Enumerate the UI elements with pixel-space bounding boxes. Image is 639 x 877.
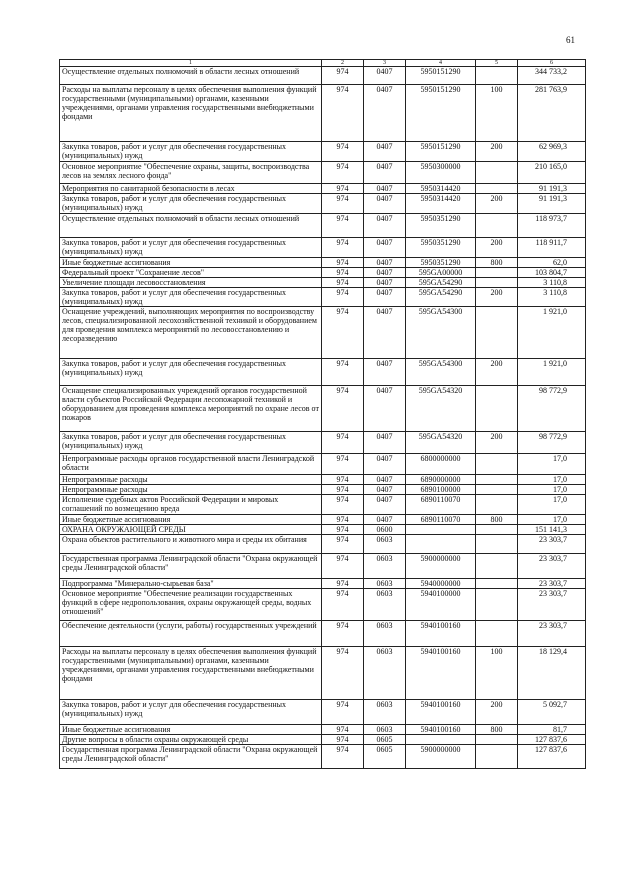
cell-target-code xyxy=(406,735,476,745)
cell-expense-type: 800 xyxy=(476,515,518,525)
cell-target-code: 5940100160 xyxy=(406,700,476,725)
cell-name: Закупка товаров, работ и услуг для обеспечения государственных (муниципальных) нужд xyxy=(60,432,322,454)
cell-expense-type xyxy=(476,621,518,647)
cell-name: Иные бюджетные ассигнования xyxy=(60,258,322,268)
table-row xyxy=(60,589,586,621)
cell-section-code: 0407 xyxy=(364,142,406,162)
cell-ministry-code: 974 xyxy=(322,85,364,142)
cell-name: Исполнение судебных актов Российской Федерации и мировых соглашений по возмещению вреда xyxy=(60,495,322,515)
cell-ministry-code: 974 xyxy=(322,258,364,268)
cell-amount: 23 303,7 xyxy=(518,589,586,621)
cell-ministry-code: 974 xyxy=(322,278,364,288)
cell-expense-type xyxy=(476,554,518,579)
cell-name: ОХРАНА ОКРУЖАЮЩЕЙ СРЕДЫ xyxy=(60,525,322,535)
cell-amount: 98 772,9 xyxy=(518,386,586,432)
table-row xyxy=(60,554,586,579)
cell-section-code: 0407 xyxy=(364,432,406,454)
cell-amount: 151 141,3 xyxy=(518,525,586,535)
cell-ministry-code: 974 xyxy=(322,475,364,485)
table-row xyxy=(60,359,586,386)
column-number: 4 xyxy=(406,60,476,67)
cell-section-code: 0407 xyxy=(364,268,406,278)
cell-amount: 81,7 xyxy=(518,725,586,735)
cell-target-code: 6890000000 xyxy=(406,475,476,485)
cell-amount: 210 165,0 xyxy=(518,162,586,184)
cell-amount: 127 837,6 xyxy=(518,745,586,769)
cell-ministry-code: 974 xyxy=(322,268,364,278)
cell-section-code: 0407 xyxy=(364,258,406,268)
cell-expense-type xyxy=(476,214,518,238)
cell-amount: 17,0 xyxy=(518,495,586,515)
cell-section-code: 0407 xyxy=(364,485,406,495)
column-number: 3 xyxy=(364,60,406,67)
table-row xyxy=(60,735,586,745)
table-row xyxy=(60,535,586,554)
cell-section-code: 0407 xyxy=(364,386,406,432)
cell-section-code: 0407 xyxy=(364,67,406,85)
cell-expense-type: 200 xyxy=(476,700,518,725)
table-row xyxy=(60,454,586,475)
cell-expense-type: 800 xyxy=(476,725,518,735)
cell-expense-type xyxy=(476,485,518,495)
cell-ministry-code: 974 xyxy=(322,432,364,454)
cell-section-code: 0407 xyxy=(364,194,406,214)
cell-name: Иные бюджетные ассигнования xyxy=(60,725,322,735)
cell-target-code: 5950151290 xyxy=(406,142,476,162)
cell-amount: 17,0 xyxy=(518,485,586,495)
cell-amount: 62 969,3 xyxy=(518,142,586,162)
cell-name: Иные бюджетные ассигнования xyxy=(60,515,322,525)
cell-section-code: 0603 xyxy=(364,725,406,735)
cell-amount: 98 772,9 xyxy=(518,432,586,454)
cell-expense-type: 100 xyxy=(476,85,518,142)
cell-name: Закупка товаров, работ и услуг для обеспечения государственных (муниципальных) нужд xyxy=(60,142,322,162)
cell-target-code: 595GA00000 xyxy=(406,268,476,278)
cell-section-code: 0603 xyxy=(364,621,406,647)
cell-expense-type xyxy=(476,525,518,535)
cell-ministry-code: 974 xyxy=(322,214,364,238)
cell-section-code: 0407 xyxy=(364,288,406,307)
cell-amount: 23 303,7 xyxy=(518,535,586,554)
cell-section-code: 0407 xyxy=(364,238,406,258)
cell-section-code: 0605 xyxy=(364,735,406,745)
cell-expense-type xyxy=(476,67,518,85)
cell-ministry-code: 974 xyxy=(322,579,364,589)
cell-target-code: 595GA54320 xyxy=(406,386,476,432)
cell-name: Охрана объектов растительного и животного мира и среды их обитания xyxy=(60,535,322,554)
cell-target-code: 6890100000 xyxy=(406,485,476,495)
cell-target-code xyxy=(406,535,476,554)
cell-section-code: 0407 xyxy=(364,515,406,525)
table-row xyxy=(60,647,586,700)
table-row xyxy=(60,515,586,525)
cell-section-code: 0407 xyxy=(364,214,406,238)
cell-amount: 23 303,7 xyxy=(518,554,586,579)
cell-ministry-code: 974 xyxy=(322,288,364,307)
cell-expense-type xyxy=(476,454,518,475)
cell-name: Увеличение площади лесовосстановления xyxy=(60,278,322,288)
cell-section-code: 0600 xyxy=(364,525,406,535)
cell-target-code: 595GA54290 xyxy=(406,288,476,307)
cell-name: Расходы на выплаты персоналу в целях обеспечения выполнения функций государственными (муниципальными) органами, казенными учреждениями, органами управления государственными внебюджетными фондами xyxy=(60,647,322,700)
cell-target-code: 5950351290 xyxy=(406,238,476,258)
cell-ministry-code: 974 xyxy=(322,162,364,184)
cell-ministry-code: 974 xyxy=(322,307,364,359)
cell-name: Подпрограмма "Минерально-сырьевая база" xyxy=(60,579,322,589)
cell-name: Мероприятия по санитарной безопасности в лесах xyxy=(60,184,322,194)
cell-name: Основное мероприятие "Обеспечение реализации государственных функций в сфере недропользования, охраны окружающей среды, водных отношений" xyxy=(60,589,322,621)
cell-target-code: 5950314420 xyxy=(406,184,476,194)
cell-name: Закупка товаров, работ и услуг для обеспечения государственных (муниципальных) нужд xyxy=(60,194,322,214)
table-row xyxy=(60,288,586,307)
table-row xyxy=(60,268,586,278)
cell-expense-type: 200 xyxy=(476,194,518,214)
cell-section-code: 0407 xyxy=(364,495,406,515)
cell-expense-type xyxy=(476,589,518,621)
table-row xyxy=(60,745,586,769)
table-row xyxy=(60,621,586,647)
cell-expense-type: 200 xyxy=(476,359,518,386)
cell-section-code: 0605 xyxy=(364,745,406,769)
cell-name: Осуществление отдельных полномочий в области лесных отношений xyxy=(60,214,322,238)
table-row xyxy=(60,386,586,432)
cell-ministry-code: 974 xyxy=(322,735,364,745)
cell-target-code: 5900000000 xyxy=(406,554,476,579)
cell-target-code: 595GA54300 xyxy=(406,307,476,359)
table-row xyxy=(60,85,586,142)
cell-target-code: 595GA54290 xyxy=(406,278,476,288)
cell-ministry-code: 974 xyxy=(322,647,364,700)
cell-expense-type xyxy=(476,278,518,288)
cell-ministry-code: 974 xyxy=(322,725,364,735)
table-row xyxy=(60,579,586,589)
cell-target-code: 5950314420 xyxy=(406,194,476,214)
cell-expense-type xyxy=(476,162,518,184)
table-row xyxy=(60,525,586,535)
cell-amount: 1 921,0 xyxy=(518,307,586,359)
cell-name: Государственная программа Ленинградской области "Охрана окружающей среды Ленинградской области" xyxy=(60,554,322,579)
cell-target-code: 5940100160 xyxy=(406,725,476,735)
cell-name: Федеральный проект "Сохранение лесов" xyxy=(60,268,322,278)
cell-amount: 62,0 xyxy=(518,258,586,268)
cell-expense-type xyxy=(476,535,518,554)
cell-ministry-code: 974 xyxy=(322,700,364,725)
cell-amount: 1 921,0 xyxy=(518,359,586,386)
table-row xyxy=(60,475,586,485)
budget-table xyxy=(59,59,586,769)
cell-name: Непрограммные расходы xyxy=(60,475,322,485)
table-row xyxy=(60,700,586,725)
cell-name: Государственная программа Ленинградской области "Охрана окружающей среды Ленинградской области" xyxy=(60,745,322,769)
table-row xyxy=(60,495,586,515)
cell-section-code: 0407 xyxy=(364,475,406,485)
cell-ministry-code: 974 xyxy=(322,495,364,515)
cell-ministry-code: 974 xyxy=(322,238,364,258)
cell-amount: 18 129,4 xyxy=(518,647,586,700)
cell-name: Оснащение учреждений, выполняющих мероприятия по воспроизводству лесов, специализированной лесохозяйственной техникой и оборудованием для проведения комплекса мероприятий по лесовосстановлению и лесоразведению xyxy=(60,307,322,359)
cell-amount: 91 191,3 xyxy=(518,184,586,194)
cell-expense-type: 200 xyxy=(476,288,518,307)
cell-ministry-code: 974 xyxy=(322,386,364,432)
budget-table-body xyxy=(60,60,586,769)
table-row xyxy=(60,307,586,359)
cell-target-code xyxy=(406,525,476,535)
column-number-row xyxy=(60,60,586,67)
cell-amount: 5 092,7 xyxy=(518,700,586,725)
column-number: 2 xyxy=(322,60,364,67)
cell-target-code: 6800000000 xyxy=(406,454,476,475)
cell-expense-type: 200 xyxy=(476,238,518,258)
cell-ministry-code: 974 xyxy=(322,589,364,621)
table-row xyxy=(60,67,586,85)
cell-target-code: 595GA54320 xyxy=(406,432,476,454)
table-row xyxy=(60,214,586,238)
cell-amount: 3 110,8 xyxy=(518,278,586,288)
cell-ministry-code: 974 xyxy=(322,525,364,535)
cell-amount: 3 110,8 xyxy=(518,288,586,307)
cell-section-code: 0407 xyxy=(364,85,406,142)
cell-target-code: 5950151290 xyxy=(406,85,476,142)
table-row xyxy=(60,238,586,258)
cell-expense-type xyxy=(476,475,518,485)
cell-name: Другие вопросы в области охраны окружающей среды xyxy=(60,735,322,745)
cell-amount: 344 733,2 xyxy=(518,67,586,85)
table-row xyxy=(60,184,586,194)
cell-expense-type: 200 xyxy=(476,142,518,162)
cell-amount: 23 303,7 xyxy=(518,579,586,589)
cell-name: Основное мероприятие "Обеспечение охраны, защиты, воспроизводства лесов на землях лесного фонда" xyxy=(60,162,322,184)
cell-amount: 17,0 xyxy=(518,515,586,525)
cell-ministry-code: 974 xyxy=(322,359,364,386)
cell-ministry-code: 974 xyxy=(322,745,364,769)
cell-expense-type xyxy=(476,268,518,278)
cell-expense-type xyxy=(476,745,518,769)
cell-section-code: 0603 xyxy=(364,589,406,621)
cell-target-code: 5950300000 xyxy=(406,162,476,184)
cell-section-code: 0407 xyxy=(364,307,406,359)
cell-amount: 127 837,6 xyxy=(518,735,586,745)
cell-name: Закупка товаров, работ и услуг для обеспечения государственных (муниципальных) нужд xyxy=(60,359,322,386)
cell-ministry-code: 974 xyxy=(322,515,364,525)
cell-name: Закупка товаров, работ и услуг для обеспечения государственных (муниципальных) нужд xyxy=(60,288,322,307)
cell-amount: 91 191,3 xyxy=(518,194,586,214)
cell-expense-type: 200 xyxy=(476,432,518,454)
cell-ministry-code: 974 xyxy=(322,67,364,85)
cell-amount: 118 973,7 xyxy=(518,214,586,238)
cell-name: Обеспечение деятельности (услуги, работы) государственных учреждений xyxy=(60,621,322,647)
cell-target-code: 5940000000 xyxy=(406,579,476,589)
column-number: 1 xyxy=(60,60,322,67)
table-row xyxy=(60,258,586,268)
cell-target-code: 5950351290 xyxy=(406,258,476,268)
cell-target-code: 6890110070 xyxy=(406,495,476,515)
cell-name: Осуществление отдельных полномочий в области лесных отношений xyxy=(60,67,322,85)
table-row xyxy=(60,142,586,162)
cell-amount: 281 763,9 xyxy=(518,85,586,142)
cell-target-code: 5940100000 xyxy=(406,589,476,621)
cell-name: Непрограммные расходы xyxy=(60,485,322,495)
cell-amount: 17,0 xyxy=(518,475,586,485)
cell-expense-type: 800 xyxy=(476,258,518,268)
cell-expense-type xyxy=(476,495,518,515)
cell-amount: 17,0 xyxy=(518,454,586,475)
cell-section-code: 0407 xyxy=(364,162,406,184)
cell-name: Закупка товаров, работ и услуг для обеспечения государственных (муниципальных) нужд xyxy=(60,238,322,258)
cell-expense-type xyxy=(476,735,518,745)
cell-section-code: 0603 xyxy=(364,700,406,725)
table-row xyxy=(60,194,586,214)
cell-ministry-code: 974 xyxy=(322,184,364,194)
cell-amount: 103 804,7 xyxy=(518,268,586,278)
cell-name: Непрограммные расходы органов государственной власти Ленинградской области xyxy=(60,454,322,475)
page-number: 61 xyxy=(566,35,575,45)
cell-ministry-code: 974 xyxy=(322,454,364,475)
cell-expense-type xyxy=(476,579,518,589)
cell-section-code: 0407 xyxy=(364,359,406,386)
table-row xyxy=(60,725,586,735)
table-row xyxy=(60,278,586,288)
cell-ministry-code: 974 xyxy=(322,142,364,162)
cell-expense-type: 100 xyxy=(476,647,518,700)
cell-ministry-code: 974 xyxy=(322,485,364,495)
cell-amount: 23 303,7 xyxy=(518,621,586,647)
cell-section-code: 0603 xyxy=(364,554,406,579)
cell-ministry-code: 974 xyxy=(322,554,364,579)
cell-ministry-code: 974 xyxy=(322,535,364,554)
cell-target-code: 5900000000 xyxy=(406,745,476,769)
cell-target-code: 6890110070 xyxy=(406,515,476,525)
cell-name: Закупка товаров, работ и услуг для обеспечения государственных (муниципальных) нужд xyxy=(60,700,322,725)
table-row xyxy=(60,432,586,454)
cell-ministry-code: 974 xyxy=(322,194,364,214)
table-row xyxy=(60,485,586,495)
cell-name: Расходы на выплаты персоналу в целях обеспечения выполнения функций государственными (муниципальными) органами, казенными учреждениями, органами управления государственными внебюджетными фондами xyxy=(60,85,322,142)
cell-section-code: 0603 xyxy=(364,647,406,700)
cell-target-code: 595GA54300 xyxy=(406,359,476,386)
cell-expense-type xyxy=(476,307,518,359)
cell-expense-type xyxy=(476,184,518,194)
cell-section-code: 0603 xyxy=(364,535,406,554)
column-number: 5 xyxy=(476,60,518,67)
column-number: 6 xyxy=(518,60,586,67)
cell-section-code: 0603 xyxy=(364,579,406,589)
table-row xyxy=(60,162,586,184)
cell-amount: 118 911,7 xyxy=(518,238,586,258)
cell-target-code: 5950151290 xyxy=(406,67,476,85)
cell-target-code: 5950351290 xyxy=(406,214,476,238)
cell-section-code: 0407 xyxy=(364,278,406,288)
cell-target-code: 5940100160 xyxy=(406,647,476,700)
cell-section-code: 0407 xyxy=(364,454,406,475)
cell-target-code: 5940100160 xyxy=(406,621,476,647)
cell-expense-type xyxy=(476,386,518,432)
cell-section-code: 0407 xyxy=(364,184,406,194)
cell-name: Оснащение специализированных учреждений органов государственной власти субъектов Российской Федерации лесопожарной техникой и оборудованием для проведения комплекса мероприятий по охране лесов от пожаров xyxy=(60,386,322,432)
cell-ministry-code: 974 xyxy=(322,621,364,647)
